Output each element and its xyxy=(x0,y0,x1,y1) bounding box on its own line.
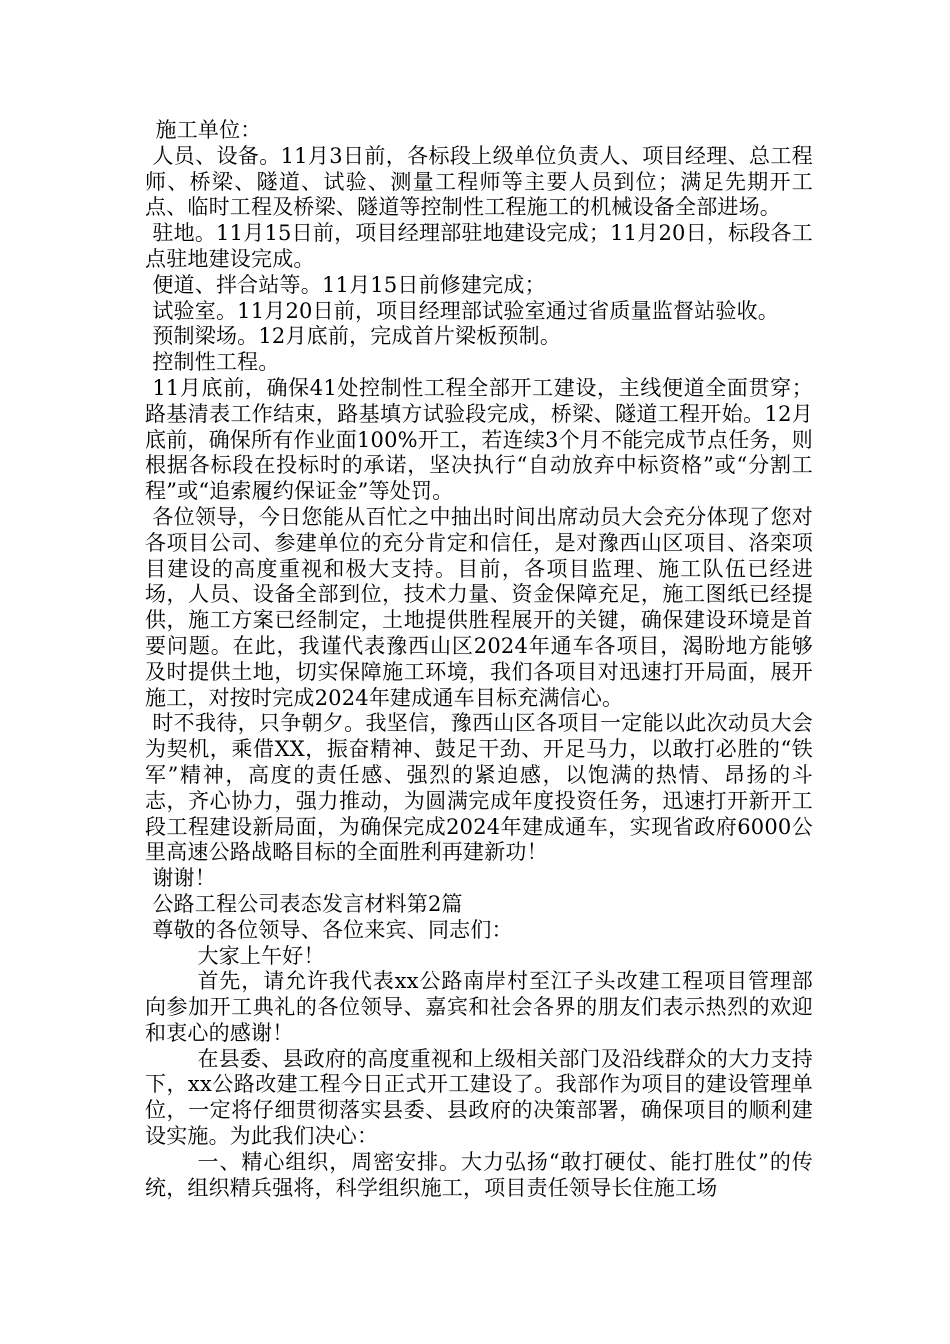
paragraph-site-camp: 驻地。11月15日前，项目经理部驻地建设完成；11月20日，标段各工点驻地建设完成。 xyxy=(145,221,813,271)
paragraph-greeting: 大家上午好！ xyxy=(197,943,325,968)
section-heading: 公路工程公司表态发言材料第2篇 xyxy=(152,891,463,916)
paragraph-thanks: 谢谢！ xyxy=(152,866,216,891)
paragraph-welcome: 首先，请允许我代表xx公路南岸村至江子头改建工程项目管理部向参加开工典礼的各位领导、嘉宾和社会各界的朋友们表示热烈的欢迎和衷心的感谢！ xyxy=(145,969,813,1045)
paragraph-organization: 一、精心组织，周密安排。大力弘扬“敢打硬仗、能打胜仗”的传统，组织精兵强将，科学组织施工，项目责任领导长住施工场 xyxy=(145,1149,813,1200)
paragraph-project-start: 在县委、县政府的高度重视和上级相关部门及沿线群众的大力支持下，xx公路改建工程今日正式开工建设了。我部作为项目的建设管理单位，一定将仔细贯彻落实县委、县政府的决策部署，确保项目的顺利建设实施。为此我们决心： xyxy=(145,1046,813,1149)
paragraph-control-works: 控制性工程。 xyxy=(152,350,280,375)
paragraph-salutation: 尊敬的各位领导、各位来宾、同志们： xyxy=(152,917,513,942)
paragraph-leaders-address: 各位领导，今日您能从百忙之中抽出时间出席动员大会充分体现了您对各项目公司、参建单位的充分肯定和信任，是对豫西山区项目、洛栾项目建设的高度重视和极大支持。目前，各项目监理、施工队伍已经进场，人员、设备全部到位，技术力量、资金保障充足，施工图纸已经提供，施工方案已经制定，土地提供胜程展开的关键，确保建设环境是首要问题。在此，我谨代表豫西山区2024年通车各项目，渴盼地方能够及时提供土地，切实保障施工环境，我们各项目对迅速打开局面，展开施工，对按时完成2024年建成通车目标充满信心。 xyxy=(145,504,813,710)
paragraph-laboratory: 试验室。11月20日前，项目经理部试验室通过省质量监督站验收。 xyxy=(152,298,779,323)
paragraph-precast-yard: 预制梁场。12月底前，完成首片梁板预制。 xyxy=(152,324,562,349)
paragraph-determination: 时不我待，只争朝夕。我坚信，豫西山区各项目一定能以此次动员大会为契机，乘借XX，振奋精神、鼓足干劲、开足马力，以敢打必胜的“铁军”精神，高度的责任感、强烈的紧迫感，以饱满的热情、昂扬的斗志，齐心协力，强力推动，为圆满完成年度投资任务，迅速打开新开工段工程建设新局面，为确保完成2024年建成通车，实现省政府6000公里高速公路战略目标的全面胜利再建新功！ xyxy=(145,711,813,865)
document-body xyxy=(145,118,813,1201)
paragraph-personnel-equipment: 人员、设备。11月3日前，各标段上级单位负责人、项目经理、总工程师、桥梁、隧道、试验、测量工程师等主要人员到位；满足先期开工点、临时工程及桥梁、隧道等控制性工程施工的机械设备全部进场。 xyxy=(145,143,813,220)
paragraph-construction-unit: 施工单位： xyxy=(155,118,262,142)
paragraph-november-deadline: 11月底前，确保41处控制性工程全部开工建设，主线便道全面贯穿；路基清表工作结束，路基填方试验段完成，桥梁、隧道工程开始。12月底前，确保所有作业面100%开工，若连续3个月不能完成节点任务，则根据各标段在投标时的承诺，坚决执行“自动放弃中标资格”或“分割工程”或“追索履约保证金”等处罚。 xyxy=(145,375,813,504)
paragraph-access-roads: 便道、拌合站等。11月15日前修建完成； xyxy=(152,272,546,297)
